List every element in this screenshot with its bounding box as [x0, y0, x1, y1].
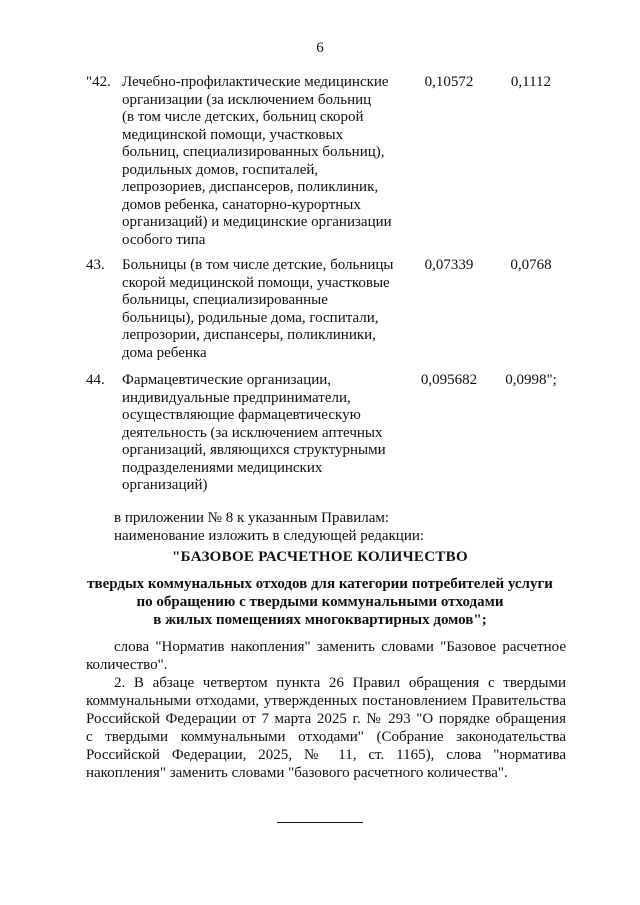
description-line: организации (за исключением больниц — [122, 91, 372, 108]
description-line: деятельность (за исключением аптечных — [122, 424, 383, 441]
description-line: подразделениями медицинских — [122, 459, 323, 476]
document-title: "БАЗОВОЕ РАСЧЕТНОЕ КОЛИЧЕСТВО — [172, 549, 468, 565]
row-description — [122, 372, 412, 495]
page-number: 6 — [316, 40, 324, 56]
row-description — [122, 257, 412, 362]
paragraph-line: 2. В абзаце четвертом пункта 26 Правил обращения с твердыми — [114, 675, 566, 691]
description-line: медицинской помощи, участковых — [122, 126, 344, 143]
description-line: Лечебно-профилактические медицинские — [122, 74, 389, 90]
description-line: дома ребенка — [122, 344, 207, 361]
description-line: организаций, являющихся структурными — [122, 442, 386, 458]
paragraph-line: накопления" заменить словами "базового расчетного количества". — [86, 765, 508, 781]
row-number: "42. — [86, 74, 111, 90]
description-line: (в том числе детских, больниц скорой — [122, 109, 364, 125]
description-line: больницы), родильные дома, госпитали, — [122, 309, 379, 326]
rename-line: наименование изложить в следующей редакции: — [114, 528, 425, 544]
row-value-2: 0,0768 — [510, 257, 552, 273]
description-line: лепрозориев, диспансеров, поликлиник, — [122, 179, 379, 195]
row-value-1: 0,095682 — [420, 372, 478, 388]
row-number: 44. — [86, 372, 105, 388]
subtitle-line: твердых коммунальных отходов для категории потребителей услуги — [87, 576, 553, 592]
row-description — [122, 74, 412, 249]
row-number: 43. — [86, 257, 105, 273]
description-line: индивидуальные предприниматели, — [122, 389, 351, 406]
description-line: больницы, специализированные — [122, 292, 328, 308]
subtitle-line: по обращению с твердыми коммунальными отходами — [136, 594, 504, 610]
description-line: лепрозории, диспансеры, поликлиники, — [122, 327, 376, 343]
paragraph-line: коммунальными отходами, утвержденных постановлением Правительства — [86, 693, 566, 709]
closing-rule — [277, 822, 363, 823]
description-line: организаций) и медицинские организации — [122, 214, 392, 230]
description-line: Больницы (в том числе детские, больницы — [122, 257, 394, 273]
description-line: осуществляющие фармацевтическую — [122, 407, 361, 423]
description-line: родильных домов, госпиталей, — [122, 161, 319, 178]
description-line: особого типа — [122, 231, 206, 248]
paragraph-line: Российской Федерации от 7 марта 2025 г. № 293 "О порядке обращения — [86, 711, 566, 727]
description-line: организаций) — [122, 477, 208, 493]
description-line: скорой медицинской помощи, участковые — [122, 274, 390, 291]
row-value-2: 0,0998"; — [505, 372, 557, 388]
description-line: больниц, специализированных больниц), — [122, 144, 385, 160]
description-line: Фармацевтические организации, — [122, 372, 332, 388]
row-value-1: 0,10572 — [424, 74, 474, 90]
row-value-2: 0,1112 — [510, 74, 552, 90]
description-line: домов ребенка, санаторно-курортных — [122, 196, 361, 213]
appendix-line: в приложении № 8 к указанным Правилам: — [114, 510, 390, 526]
row-value-1: 0,07339 — [424, 257, 474, 273]
subtitle-line: в жилых помещениях многоквартирных домов"; — [153, 612, 487, 628]
paragraph-line: Российской Федерации, 2025, № 11, ст. 1165), слова "норматива — [86, 747, 566, 763]
paragraph-line: количество". — [86, 657, 168, 673]
paragraph-line: с твердыми коммунальными отходами" (Собрание законодательства — [86, 729, 566, 745]
paragraph-line: слова "Норматив накопления" заменить словами "Базовое расчетное — [114, 639, 566, 655]
